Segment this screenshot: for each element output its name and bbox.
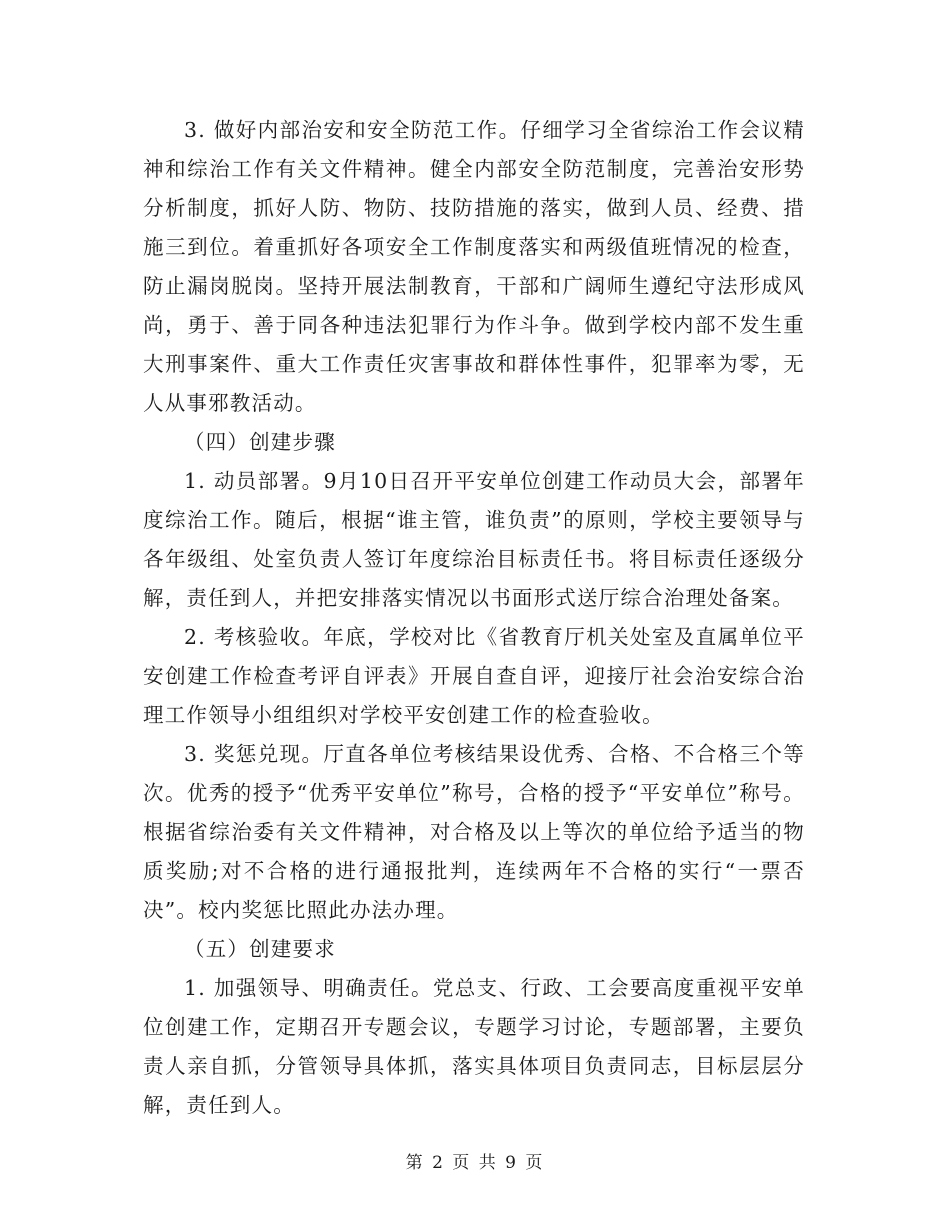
paragraph-assessment: 2. 考核验收。年底，学校对比《省教育厅机关处室及直属单位平安创建工作检查考评自评表》开展自查自评，迎接厅社会治安综合治理工作领导小组组织对学校平安创建工作的检查验收。 (143, 625, 805, 727)
page-number-footer: 第 2 页 共 9 页 (405, 1153, 545, 1173)
paragraph-rewards: 3. 奖惩兑现。厅直各单位考核结果设优秀、合格、不合格三个等次。优秀的授予“优秀平安单位”称号，合格的授予“平安单位”称号。根据省综治委有关文件精神，对合格及以上等次的单位给予适当的物质奖励;对不合格的进行通报批判，连续两年不合格的实行“一票否决”。校内奖惩比照此办法办理。 (143, 742, 805, 922)
section-heading-requirements: （五）创建要求 (184, 937, 336, 961)
paragraph-mobilization: 1. 动员部署。9月10日召开平安单位创建工作动员大会，部署年度综治工作。随后，根据“谁主管，谁负责”的原则，学校主要领导与各年级组、处室负责人签订年度综治目标责任书。将目标责任逐级分解，责任到人，并把安排落实情况以书面形式送厅综合治理处备案。 (143, 469, 805, 610)
document-body (143, 111, 805, 1125)
paragraph-leadership: 1. 加强领导、明确责任。党总支、行政、工会要高度重视平安单位创建工作，定期召开专题会议，专题学习讨论，专题部署，主要负责人亲自抓，分管领导具体抓，落实具体项目负责同志，目标层层分解，责任到人。 (143, 976, 805, 1117)
paragraph-internal-security: 3. 做好内部治安和安全防范工作。仔细学习全省综治工作会议精神和综治工作有关文件精神。健全内部安全防范制度，完善治安形势分析制度，抓好人防、物防、技防措施的落实，做到人员、经费、措施三到位。着重抓好各项安全工作制度落实和两级值班情况的检查，防止漏岗脱岗。坚持开展法制教育，干部和广阔师生遵纪守法形成风尚，勇于、善于同各种违法犯罪行为作斗争。做到学校内部不发生重大刑事案件、重大工作责任灾害事故和群体性事件，犯罪率为零，无人从事邪教活动。 (143, 118, 805, 415)
section-heading-steps: （四）创建步骤 (184, 430, 336, 454)
